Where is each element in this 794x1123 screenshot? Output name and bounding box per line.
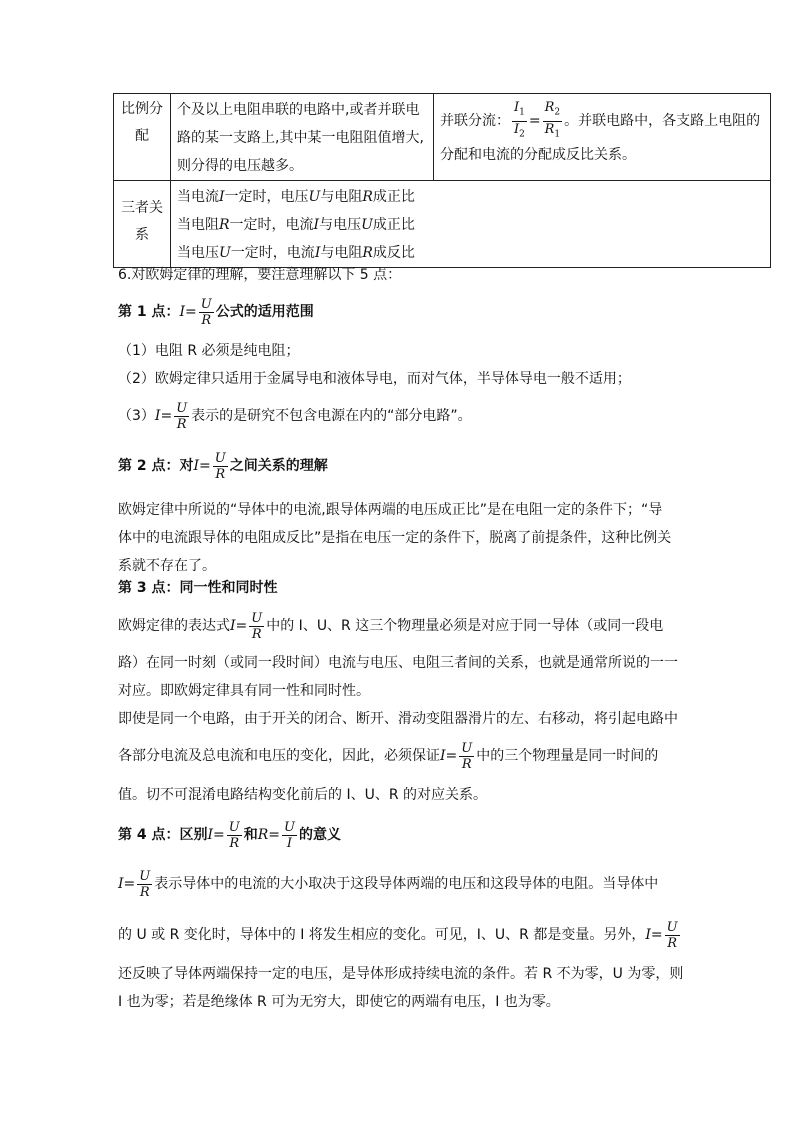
point-1-heading: 第 1 点：I= $\frac{U}{R}$ 公式的适用范围 [118, 296, 314, 328]
table-row [114, 181, 771, 268]
parallel-distribution-cell: 并联分流： $\frac{I_1}{I_2}$ = $\frac{R_2}{R_1}$ 。并联电路中，各支路上电阻的 分配和电流的分配成反比关系。 [434, 94, 771, 181]
point-3-line-6: 值。切不可混淆电路结构变化前后的 I、U、R 的对应关系。 [118, 787, 488, 803]
current-ratio-formula: $\frac{I_1}{I_2}$ [514, 100, 525, 140]
three-quantity-relations-cell [171, 181, 771, 268]
relation-line-3: 当电压U一定时，电流I与电阻R成反比 [177, 245, 415, 261]
row-header-proportional: 比例分 配 [114, 94, 171, 181]
relationship-table [113, 93, 771, 268]
point-4-line-2: 的 U 或 R 变化时，导体中的 I 将发生相应的变化。可见，I、U、R 都是变量。另外，I= $\frac{U}{R}$ [118, 919, 678, 951]
row-header-three-quantities: 三者关 系 [114, 181, 171, 268]
point-3-line-5: 各部分电流及总电流和电压的变化，因此，必须保证I= $\frac{U}{R}$ 中的三个物理量是同一时间的 [118, 740, 659, 772]
point-1-item-3: （3）I= $\frac{U}{R}$ 表示的是研究不包含电源在内的“部分电路”。 [118, 400, 472, 432]
point-4-line-1: I= $\frac{U}{R}$ 表示导体中的电流的大小取决于这段导体两端的电压和这段导体的电阻。当导体中 [118, 868, 659, 900]
series-distribution-cell: 个及以上电阻串联的电路中,或者并联电 路的某一支路上,其中某一电阻阻值增大, 则分得的电压越多。 [171, 94, 434, 181]
point-4-line-4: I 也为零；若是绝缘体 R 可为无穷大，即使它的两端有电压，I 也为零。 [118, 994, 560, 1010]
point-3-line-1: 欧姆定律的表达式I= $\frac{U}{R}$ 中的 I、U、R 这三个物理量必须是对应于同一导体（或同一段电 [118, 610, 664, 642]
relation-line-1: 当电流I一定时，电压U与电阻R成正比 [177, 189, 415, 205]
section-heading-6: 6.对欧姆定律的理解，要注意理解以下 5 点： [118, 267, 402, 283]
point-3-line-4: 即使是同一个电路，由于开关的闭合、断开、滑动变阻器滑片的左、右移动，将引起电路中 [118, 711, 678, 727]
point-1-item-2: （2）欧姆定律只适用于金属导电和液体导电，而对气体，半导体导电一般不适用； [118, 371, 631, 387]
point-4-heading: 第 4 点：区别I= $\frac{U}{R}$ 和R= $\frac{U}{I}$ 的意义 [118, 819, 341, 851]
point-1-item-1: （1）电阻 R 必须是纯电阻； [118, 343, 300, 359]
point-3-heading: 第 3 点：同一性和同时性 [118, 580, 278, 596]
point-3-line-2: 路）在同一时刻（或同一段时间）电流与电压、电阻三者间的关系，也就是通常所说的一一 [118, 655, 678, 671]
resistance-ratio-formula: $\frac{R_2}{R_1}$ [544, 100, 561, 140]
point-2-heading: 第 2 点：对I= $\frac{U}{R}$ 之间关系的理解 [118, 450, 328, 482]
table-row [114, 94, 771, 181]
point-4-line-3: 还反映了导体两端保持一定的电压，是导体形成持续电流的条件。若 R 不为零，U 为零，则 [118, 966, 684, 982]
relation-line-2: 当电阻R一定时，电流I与电压U成正比 [177, 217, 415, 233]
point-2-paragraph: 欧姆定律中所说的“导体中的电流,跟导体两端的电压成正比”是在电阻一定的条件下；“导 体中的电流跟导体的电阻成反比”是指在电压一定的条件下，脱离了前提条件，这种比例关 系就不存在了。 [118, 502, 672, 574]
point-3-line-3: 对应。即欧姆定律具有同一性和同时性。 [118, 683, 370, 699]
